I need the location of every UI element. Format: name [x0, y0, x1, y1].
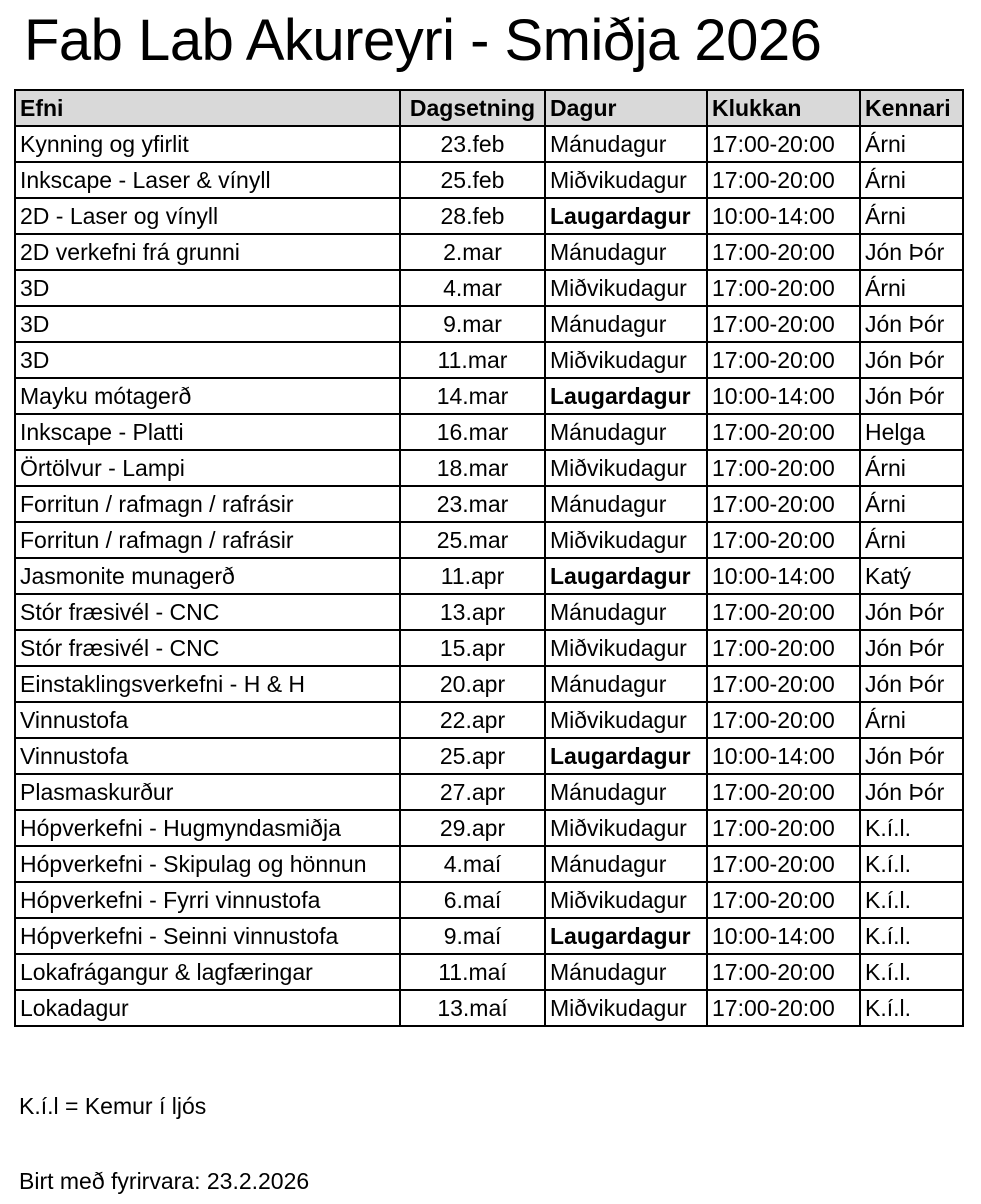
- cell-topic: Lokadagur: [15, 990, 400, 1026]
- cell-day: Miðvikudagur: [545, 702, 707, 738]
- table-row: [15, 162, 963, 198]
- cell-day: Mánudagur: [545, 486, 707, 522]
- cell-date: 15.apr: [400, 630, 545, 666]
- cell-day: Mánudagur: [545, 306, 707, 342]
- cell-day: Laugardagur: [545, 918, 707, 954]
- cell-date: 14.mar: [400, 378, 545, 414]
- cell-topic: Mayku mótagerð: [15, 378, 400, 414]
- cell-date: 9.mar: [400, 306, 545, 342]
- cell-day: Mánudagur: [545, 666, 707, 702]
- cell-topic: Vinnustofa: [15, 702, 400, 738]
- cell-topic: Jasmonite munagerð: [15, 558, 400, 594]
- table-row: [15, 198, 963, 234]
- cell-teacher: Jón Þór: [860, 378, 963, 414]
- cell-time: 17:00-20:00: [707, 810, 860, 846]
- cell-topic: Vinnustofa: [15, 738, 400, 774]
- cell-topic: Forritun / rafmagn / rafrásir: [15, 522, 400, 558]
- cell-time: 10:00-14:00: [707, 378, 860, 414]
- cell-topic: Forritun / rafmagn / rafrásir: [15, 486, 400, 522]
- cell-teacher: Jón Þór: [860, 594, 963, 630]
- cell-teacher: Jón Þór: [860, 234, 963, 270]
- cell-teacher: K.í.l.: [860, 990, 963, 1026]
- cell-topic: Einstaklingsverkefni - H & H: [15, 666, 400, 702]
- cell-date: 9.maí: [400, 918, 545, 954]
- cell-teacher: Jón Þór: [860, 306, 963, 342]
- cell-time: 17:00-20:00: [707, 954, 860, 990]
- cell-topic: Plasmaskurður: [15, 774, 400, 810]
- cell-topic: Lokafrágangur & lagfæringar: [15, 954, 400, 990]
- cell-time: 17:00-20:00: [707, 882, 860, 918]
- table-row: [15, 990, 963, 1026]
- cell-time: 17:00-20:00: [707, 594, 860, 630]
- cell-time: 17:00-20:00: [707, 126, 860, 162]
- schedule-table: [14, 89, 964, 1027]
- cell-day: Miðvikudagur: [545, 882, 707, 918]
- cell-topic: 2D - Laser og vínyll: [15, 198, 400, 234]
- table-row: [15, 846, 963, 882]
- cell-date: 11.mar: [400, 342, 545, 378]
- cell-teacher: Jón Þór: [860, 738, 963, 774]
- cell-time: 17:00-20:00: [707, 306, 860, 342]
- cell-time: 17:00-20:00: [707, 342, 860, 378]
- cell-topic: Kynning og yfirlit: [15, 126, 400, 162]
- cell-day: Miðvikudagur: [545, 162, 707, 198]
- header-teacher: Kennari: [860, 90, 963, 126]
- cell-teacher: Árni: [860, 450, 963, 486]
- table-row: [15, 378, 963, 414]
- table-row: [15, 558, 963, 594]
- table-row: [15, 702, 963, 738]
- cell-time: 10:00-14:00: [707, 198, 860, 234]
- cell-teacher: Árni: [860, 486, 963, 522]
- table-row: [15, 306, 963, 342]
- table-row: [15, 270, 963, 306]
- cell-date: 28.feb: [400, 198, 545, 234]
- cell-day: Miðvikudagur: [545, 630, 707, 666]
- cell-date: 6.maí: [400, 882, 545, 918]
- cell-day: Miðvikudagur: [545, 450, 707, 486]
- cell-day: Miðvikudagur: [545, 810, 707, 846]
- cell-day: Mánudagur: [545, 414, 707, 450]
- table-row: [15, 342, 963, 378]
- cell-teacher: Árni: [860, 522, 963, 558]
- cell-time: 17:00-20:00: [707, 234, 860, 270]
- cell-topic: Hópverkefni - Hugmyndasmiðja: [15, 810, 400, 846]
- cell-day: Mánudagur: [545, 234, 707, 270]
- cell-topic: 3D: [15, 342, 400, 378]
- table-row: [15, 918, 963, 954]
- cell-day: Miðvikudagur: [545, 342, 707, 378]
- cell-time: 17:00-20:00: [707, 702, 860, 738]
- cell-day: Laugardagur: [545, 558, 707, 594]
- cell-date: 27.apr: [400, 774, 545, 810]
- cell-topic: Hópverkefni - Skipulag og hönnun: [15, 846, 400, 882]
- cell-date: 13.apr: [400, 594, 545, 630]
- cell-date: 18.mar: [400, 450, 545, 486]
- cell-teacher: Árni: [860, 162, 963, 198]
- cell-day: Mánudagur: [545, 594, 707, 630]
- table-row: [15, 594, 963, 630]
- cell-time: 17:00-20:00: [707, 666, 860, 702]
- cell-time: 17:00-20:00: [707, 630, 860, 666]
- cell-teacher: Helga: [860, 414, 963, 450]
- cell-teacher: Jón Þór: [860, 774, 963, 810]
- cell-teacher: Árni: [860, 270, 963, 306]
- cell-day: Mánudagur: [545, 774, 707, 810]
- publish-note: Birt með fyrirvara: 23.2.2026: [19, 1168, 310, 1194]
- cell-topic: Hópverkefni - Seinni vinnustofa: [15, 918, 400, 954]
- cell-topic: Örtölvur - Lampi: [15, 450, 400, 486]
- cell-topic: 2D verkefni frá grunni: [15, 234, 400, 270]
- cell-teacher: Katý: [860, 558, 963, 594]
- cell-date: 23.feb: [400, 126, 545, 162]
- cell-topic: 3D: [15, 270, 400, 306]
- cell-teacher: Árni: [860, 198, 963, 234]
- cell-teacher: K.í.l.: [860, 846, 963, 882]
- cell-topic: 3D: [15, 306, 400, 342]
- table-row: [15, 522, 963, 558]
- cell-date: 4.maí: [400, 846, 545, 882]
- cell-date: 25.feb: [400, 162, 545, 198]
- cell-teacher: Jón Þór: [860, 630, 963, 666]
- cell-time: 17:00-20:00: [707, 846, 860, 882]
- cell-date: 29.apr: [400, 810, 545, 846]
- page-title: Fab Lab Akureyri - Smiðja 2026: [24, 8, 822, 73]
- cell-date: 4.mar: [400, 270, 545, 306]
- cell-date: 25.mar: [400, 522, 545, 558]
- cell-time: 17:00-20:00: [707, 162, 860, 198]
- header-time: Klukkan: [707, 90, 860, 126]
- cell-teacher: K.í.l.: [860, 810, 963, 846]
- table-row: [15, 810, 963, 846]
- cell-date: 11.apr: [400, 558, 545, 594]
- cell-time: 10:00-14:00: [707, 558, 860, 594]
- footnote: K.í.l = Kemur í ljós: [19, 1093, 207, 1119]
- cell-date: 23.mar: [400, 486, 545, 522]
- cell-topic: Inkscape - Laser & vínyll: [15, 162, 400, 198]
- cell-date: 2.mar: [400, 234, 545, 270]
- cell-time: 17:00-20:00: [707, 450, 860, 486]
- cell-date: 25.apr: [400, 738, 545, 774]
- cell-time: 17:00-20:00: [707, 270, 860, 306]
- cell-time: 17:00-20:00: [707, 486, 860, 522]
- cell-time: 17:00-20:00: [707, 990, 860, 1026]
- header-topic: Efni: [15, 90, 400, 126]
- cell-teacher: K.í.l.: [860, 882, 963, 918]
- cell-teacher: K.í.l.: [860, 918, 963, 954]
- cell-teacher: Árni: [860, 126, 963, 162]
- table-row: [15, 126, 963, 162]
- cell-teacher: K.í.l.: [860, 954, 963, 990]
- table-row: [15, 630, 963, 666]
- table-row: [15, 954, 963, 990]
- cell-date: 16.mar: [400, 414, 545, 450]
- table-row: [15, 882, 963, 918]
- table-row: [15, 234, 963, 270]
- cell-day: Mánudagur: [545, 126, 707, 162]
- cell-day: Laugardagur: [545, 738, 707, 774]
- cell-day: Laugardagur: [545, 198, 707, 234]
- cell-day: Mánudagur: [545, 846, 707, 882]
- cell-teacher: Árni: [860, 702, 963, 738]
- cell-topic: Stór fræsivél - CNC: [15, 630, 400, 666]
- cell-teacher: Jón Þór: [860, 342, 963, 378]
- cell-date: 22.apr: [400, 702, 545, 738]
- table-header-row: [15, 90, 963, 126]
- cell-day: Miðvikudagur: [545, 270, 707, 306]
- table-row: [15, 414, 963, 450]
- cell-date: 20.apr: [400, 666, 545, 702]
- table-row: [15, 666, 963, 702]
- table-row: [15, 486, 963, 522]
- cell-day: Miðvikudagur: [545, 990, 707, 1026]
- header-date: Dagsetning: [400, 90, 545, 126]
- cell-topic: Stór fræsivél - CNC: [15, 594, 400, 630]
- cell-date: 13.maí: [400, 990, 545, 1026]
- cell-time: 17:00-20:00: [707, 522, 860, 558]
- cell-day: Mánudagur: [545, 954, 707, 990]
- header-day: Dagur: [545, 90, 707, 126]
- table-row: [15, 450, 963, 486]
- cell-time: 17:00-20:00: [707, 414, 860, 450]
- cell-day: Laugardagur: [545, 378, 707, 414]
- table-row: [15, 738, 963, 774]
- cell-teacher: Jón Þór: [860, 666, 963, 702]
- table-row: [15, 774, 963, 810]
- cell-topic: Inkscape - Platti: [15, 414, 400, 450]
- cell-time: 10:00-14:00: [707, 918, 860, 954]
- cell-date: 11.maí: [400, 954, 545, 990]
- cell-time: 17:00-20:00: [707, 774, 860, 810]
- cell-topic: Hópverkefni - Fyrri vinnustofa: [15, 882, 400, 918]
- cell-time: 10:00-14:00: [707, 738, 860, 774]
- cell-day: Miðvikudagur: [545, 522, 707, 558]
